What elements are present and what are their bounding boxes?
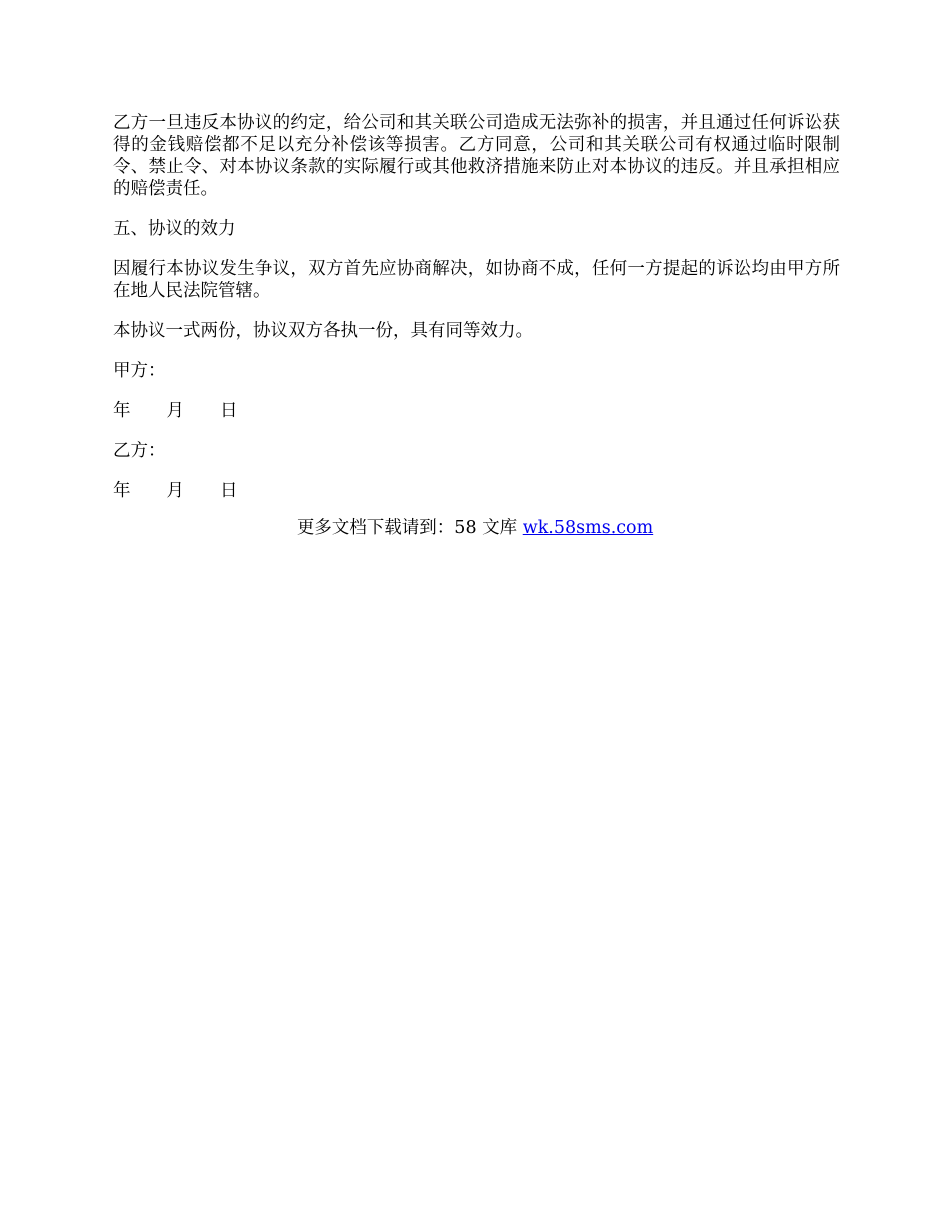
paragraph-copies: 本协议一式两份，协议双方各执一份，具有同等效力。: [113, 321, 533, 341]
party-a-year-label: 年: [113, 401, 131, 421]
party-b-label: 乙方：: [113, 441, 166, 461]
document-body: [113, 112, 840, 520]
party-b-year-label: 年: [113, 481, 131, 501]
party-b-date-line: [113, 480, 840, 502]
footer-text: 更多文档下载请到：58 文库: [296, 518, 523, 538]
paragraph-dispute-resolution: 因履行本协议发生争议，双方首先应协商解决，如协商不成，任何一方提起的诉讼均由甲方所在地人民法院管辖。: [113, 259, 840, 301]
party-a-label: 甲方：: [113, 361, 166, 381]
footer-link[interactable]: wk.58sms.com: [522, 518, 654, 538]
party-a-date-line: [113, 400, 840, 422]
section-heading-effect: 五、协议的效力: [113, 219, 236, 239]
party-a-month-label: 月: [166, 401, 184, 421]
party-a-day-label: 日: [220, 401, 238, 421]
paragraph-breach-remedies: 乙方一旦违反本协议的约定，给公司和其关联公司造成无法弥补的损害，并且通过任何诉讼获得的金钱赔偿都不足以充分补偿该等损害。乙方同意，公司和其关联公司有权通过临时限制令、禁止令、对本协议条款的实际履行或其他救济措施来防止对本协议的违反。并且承担相应的赔偿责任。: [113, 113, 840, 199]
party-b-month-label: 月: [166, 481, 184, 501]
download-footer: [0, 517, 950, 539]
party-b-day-label: 日: [220, 481, 238, 501]
